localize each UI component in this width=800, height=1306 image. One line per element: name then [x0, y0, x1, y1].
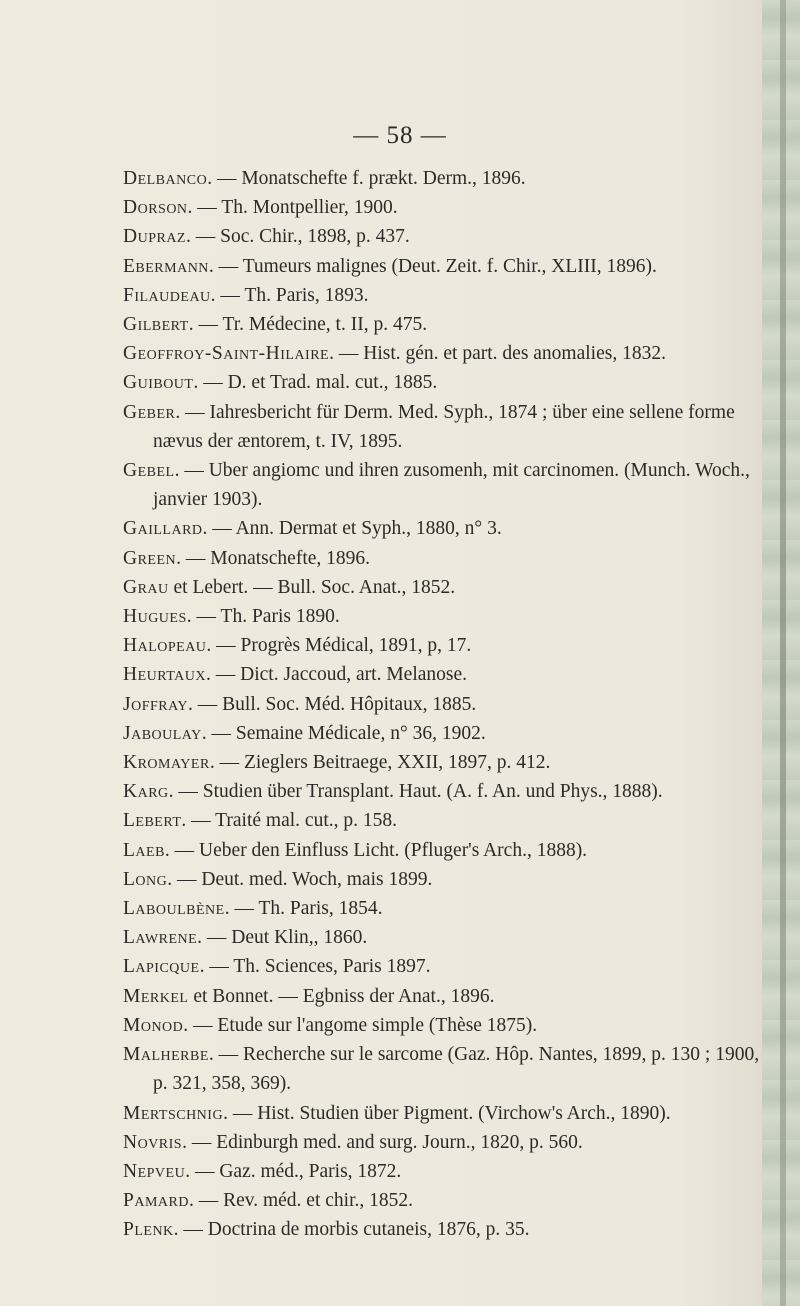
entry-author: Green — [123, 547, 177, 569]
entry-author: Laboulbène — [123, 898, 225, 920]
bibliography-entry — [123, 573, 773, 602]
entry-author: Gilbert — [123, 314, 189, 336]
bibliography-entry — [123, 806, 773, 835]
entry-reference: . — Dict. Jaccoud, art. Melanose. — [206, 664, 468, 686]
bibliography-entry — [123, 1157, 773, 1186]
entry-reference: . — Tumeurs malignes (Deut. Zeit. f. Chir., XLIII, 1896). — [208, 255, 657, 277]
entry-reference: . — Deut Klin,, 1860. — [197, 927, 368, 949]
bibliography-entry — [123, 193, 773, 222]
bibliography-entry — [123, 719, 773, 748]
bibliography-entry — [123, 1215, 773, 1244]
bibliography-entry — [123, 952, 773, 981]
entry-author: Gaillard — [123, 518, 203, 540]
entry-author: Lapicque — [123, 956, 200, 978]
entry-author: Kromayer — [123, 752, 210, 774]
entry-author: Monod — [123, 1014, 184, 1036]
entry-reference: . — Doctrina de morbis cutaneis, 1876, p. 35. — [173, 1219, 530, 1241]
entry-author: Guibout — [123, 372, 194, 394]
entry-author: Gebel — [123, 460, 175, 482]
entry-reference: . — Etude sur l'angome simple (Thèse 1875). — [183, 1014, 538, 1036]
bibliography-entry — [123, 252, 773, 281]
entry-reference: . — Recherche sur le sarcome (Gaz. Hôp. Nantes, 1899, p. 130 ; 1900, p. 321, 358, 369). — [153, 1044, 760, 1095]
bibliography-entry — [123, 1099, 773, 1128]
bibliography-entry — [123, 398, 773, 456]
binding-edge — [780, 0, 786, 1306]
entry-author: Joffray — [123, 693, 189, 715]
entry-reference: . — Edinburgh med. and surg. Journ., 1820, p. 560. — [182, 1131, 583, 1153]
entry-reference: . — Progrès Médical, 1891, p, 17. — [206, 635, 472, 657]
entry-author: Dupraz — [123, 226, 186, 248]
entry-reference: . — Zieglers Beitraege, XXII, 1897, p. 412. — [209, 752, 551, 774]
entry-reference: . — Studien über Transplant. Haut. (A. f. An. und Phys., 1888). — [168, 781, 663, 803]
entry-reference: . — Monatschefte, 1896. — [176, 547, 371, 569]
entry-author: Mertschnig — [123, 1102, 224, 1124]
entry-author: Hugues — [123, 606, 187, 628]
entry-author: Karg — [123, 781, 169, 803]
bibliography-entry — [123, 1128, 773, 1157]
bibliography-entry — [123, 281, 773, 310]
entry-author: Nepveu — [123, 1160, 186, 1182]
entry-author: Malherbe — [123, 1044, 209, 1066]
bibliography-entry — [123, 631, 773, 660]
entry-reference: . — Monatschefte f. prækt. Derm., 1896. — [207, 168, 526, 189]
entry-reference: . — Soc. Chir., 1898, p. 437. — [185, 226, 410, 248]
bibliography-entry — [123, 894, 773, 923]
entry-author: Delbanco — [123, 168, 208, 189]
entry-author: Lawrene — [123, 927, 198, 949]
entry-author: Laeb — [123, 839, 165, 861]
entry-reference: . — Th. Paris 1890. — [186, 606, 340, 628]
entry-reference: . — D. et Trad. mal. cut., 1885. — [193, 372, 438, 394]
bibliography-entry — [123, 456, 773, 514]
bibliography-entry — [123, 1186, 773, 1215]
entry-reference: . — Hist. Studien über Pigment. (Virchow's Arch., 1890). — [223, 1102, 671, 1124]
entry-author: Filaudeau — [123, 284, 211, 306]
bibliography-entry — [123, 1011, 773, 1040]
entry-reference: . — Th. Montpellier, 1900. — [187, 197, 398, 219]
entry-reference: . — Deut. med. Woch, mais 1899. — [167, 868, 433, 890]
entry-reference: . — Ann. Dermat et Syph., 1880, n° 3. — [202, 518, 502, 540]
page-number: — 58 — — [353, 122, 447, 149]
entry-reference: et Bonnet. — Egbniss der Anat., 1896. — [188, 985, 495, 1007]
entry-author: Novris — [123, 1131, 183, 1153]
entry-reference: . — Semaine Médicale, n° 36, 1902. — [201, 722, 486, 744]
entry-author: Long — [123, 868, 168, 890]
entry-reference: . — Th. Paris, 1854. — [224, 898, 383, 920]
entry-author: Grau — [123, 576, 169, 598]
bibliography-entry — [123, 310, 773, 339]
entry-author: Heurtaux — [123, 664, 207, 686]
bibliography-entry — [123, 1040, 773, 1098]
bibliography-entry — [123, 836, 773, 865]
entry-reference: . — Bull. Soc. Méd. Hôpitaux, 1885. — [188, 693, 477, 715]
bibliography-entry — [123, 865, 773, 894]
bibliography-entry — [123, 602, 773, 631]
bibliography-entry — [123, 982, 773, 1011]
bibliography-entry — [123, 923, 773, 952]
entry-reference: . — Uber angiomc und ihren zusomenh, mit carcinomen. (Munch. Woch., janvier 1903). — [153, 460, 750, 511]
entry-author: Geber — [123, 401, 176, 423]
entry-author: Jaboulay — [123, 722, 202, 744]
entry-author: Pamard — [123, 1190, 189, 1212]
entry-author: Ebermann — [123, 255, 209, 277]
bibliography-entry — [123, 164, 773, 193]
entry-author: Lebert — [123, 810, 182, 832]
entry-reference: . — Hist. gén. et part. des anomalies, 1832. — [329, 343, 666, 365]
entry-reference: . — Ueber den Einfluss Licht. (Pfluger's Arch., 1888). — [164, 839, 588, 861]
bibliography-entry — [123, 339, 773, 368]
entry-author: Dorson — [123, 197, 188, 219]
entry-author: Halopeau — [123, 635, 207, 657]
entry-reference: . — Gaz. méd., Paris, 1872. — [185, 1160, 402, 1182]
entry-reference: . — Th. Sciences, Paris 1897. — [199, 956, 431, 978]
entry-reference: et Lebert. — Bull. Soc. Anat., 1852. — [168, 576, 456, 598]
bibliography-entry — [123, 777, 773, 806]
entry-author: Geoffroy-Saint-Hilaire — [123, 343, 330, 365]
bibliography-entry — [123, 660, 773, 689]
entry-author: Merkel — [123, 985, 189, 1007]
bibliography-entry — [123, 222, 773, 251]
bibliography-entry — [123, 514, 773, 543]
bibliography-entry — [123, 368, 773, 397]
bibliography-entry — [123, 690, 773, 719]
entry-reference: . — Rev. méd. et chir., 1852. — [188, 1190, 413, 1212]
entry-reference: . — Iahresbericht für Derm. Med. Syph., 1874 ; über eine sellene forme nævus der æntorem, t. IV, 1895. — [153, 401, 735, 452]
entry-reference: . — Tr. Médecine, t. II, p. 475. — [188, 314, 428, 336]
bibliography-entry — [123, 544, 773, 573]
entry-reference: . — Th. Paris, 1893. — [210, 284, 369, 306]
bibliography-entry — [123, 748, 773, 777]
bibliography-list — [123, 164, 773, 1245]
entry-author: Plenk — [123, 1219, 174, 1241]
entry-reference: . — Traité mal. cut., p. 158. — [181, 810, 397, 832]
